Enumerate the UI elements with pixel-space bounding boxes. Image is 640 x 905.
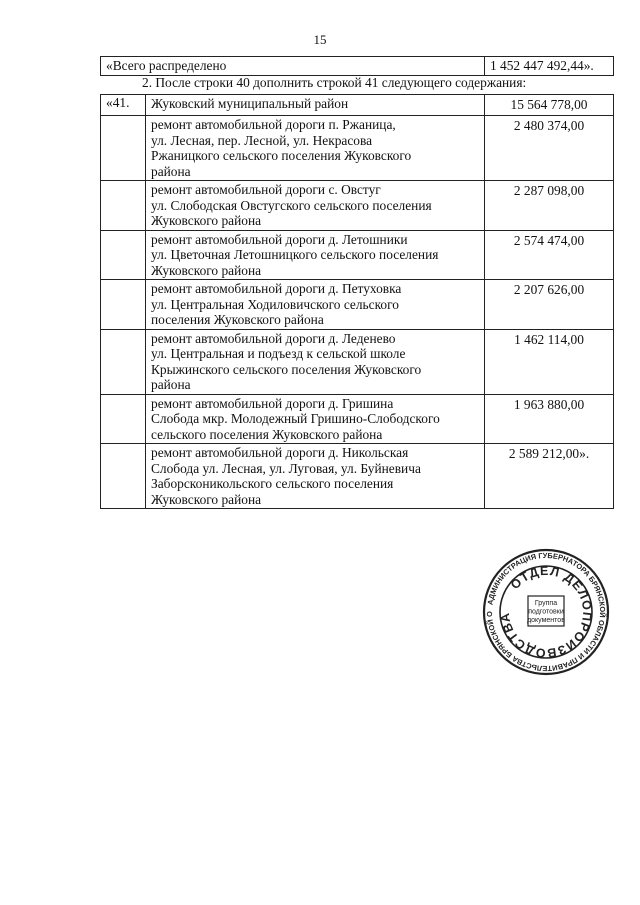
road-item-row bbox=[101, 444, 614, 509]
road-item-description bbox=[146, 329, 485, 394]
road-item-description bbox=[146, 444, 485, 509]
road-item-description bbox=[146, 116, 485, 181]
intro-text: 2. После строки 40 дополнить строкой 41 следующего содержания: bbox=[142, 75, 527, 90]
description-line: ул. Слободская Овстугского сельского поселения bbox=[151, 197, 432, 213]
road-repair-table-body bbox=[101, 95, 614, 509]
description-line: ул. Лесная, пер. Лесной, ул. Некрасова bbox=[151, 132, 373, 148]
row-number: «41. bbox=[101, 95, 146, 116]
description-line: Ржаницкого сельского поселения Жуковского bbox=[151, 148, 412, 163]
page-number: 15 bbox=[313, 32, 327, 47]
road-item-amount: 2 480 374,00 bbox=[485, 116, 614, 181]
district-name: Жуковский муниципальный район bbox=[146, 95, 485, 116]
description-line: ремонт автомобильной дороги д. Петуховка bbox=[151, 281, 402, 296]
description-line: Жуковского района bbox=[151, 491, 262, 507]
description-line: ремонт автомобильной дороги д. Никольская bbox=[151, 445, 409, 460]
total-table bbox=[100, 56, 614, 76]
description-line: ул. Центральная и подъезд к сельской школе bbox=[151, 346, 406, 361]
road-item-row bbox=[101, 394, 614, 444]
description-line: Слобода мкр. Молодежный Гришино-Слободского bbox=[151, 411, 440, 426]
road-item-description bbox=[146, 280, 485, 330]
row-number-cell bbox=[101, 230, 146, 280]
description-line: ремонт автомобильной дороги с. Овстуг bbox=[151, 182, 381, 197]
road-item-amount: 2 287 098,00 bbox=[485, 181, 614, 231]
row-number-cell bbox=[101, 116, 146, 181]
road-repair-table bbox=[100, 94, 614, 509]
description-line: ремонт автомобильной дороги п. Ржаница, bbox=[151, 117, 396, 132]
road-item-amount: 2 589 212,00». bbox=[485, 444, 614, 509]
road-item-amount: 1 462 114,00 bbox=[485, 329, 614, 394]
row-number-cell bbox=[101, 444, 146, 509]
description-line: Слобода ул. Лесная, ул. Луговая, ул. Буйневича bbox=[151, 460, 421, 476]
description-line: ул. Цветочная Летошницкого сельского поселения bbox=[151, 247, 439, 262]
office-stamp bbox=[482, 548, 610, 676]
svg-text:Группаподготовкидокументов: Группа подготовки документов bbox=[527, 600, 565, 624]
description-line: Крыжинского сельского поселения Жуковского bbox=[151, 361, 422, 377]
road-item-row bbox=[101, 116, 614, 181]
total-row bbox=[101, 57, 614, 76]
row-number-cell bbox=[101, 394, 146, 444]
road-item-row bbox=[101, 329, 614, 394]
description-line: района bbox=[151, 377, 191, 392]
row-number-cell bbox=[101, 181, 146, 231]
description-line: ул. Центральная Ходиловичского сельского bbox=[151, 296, 399, 312]
description-line: Жуковского района bbox=[151, 262, 262, 278]
total-amount: 1 452 447 492,44». bbox=[485, 57, 614, 76]
road-item-amount: 1 963 880,00 bbox=[485, 394, 614, 444]
total-label: «Всего распределено bbox=[101, 57, 485, 76]
road-item-description bbox=[146, 230, 485, 280]
district-amount: 15 564 778,00 bbox=[485, 95, 614, 116]
road-item-amount: 2 574 474,00 bbox=[485, 230, 614, 280]
description-line: ремонт автомобильной дороги д. Летошники bbox=[151, 231, 408, 247]
description-line: поселения Жуковского района bbox=[151, 312, 324, 327]
svg-text:АДМИНИСТРАЦИЯ ГУБЕРНАТОРА БРЯН: АДМИНИСТРАЦИЯ ГУБЕРНАТОРА БРЯНСКОЙ ОБЛАСТИ И ПРАВИТЕЛЬСТВА БРЯНСКОЙ О bbox=[484, 550, 608, 674]
description-line: ремонт автомобильной дороги д. Гришина bbox=[151, 395, 394, 411]
svg-text:ОТДЕЛ ДЕЛОПРОИЗВОДСТВА: ОТДЕЛ ДЕЛОПРОИЗВОДСТВА bbox=[497, 563, 595, 661]
description-line: сельского поселения Жуковского района bbox=[151, 426, 383, 442]
road-item-row bbox=[101, 230, 614, 280]
stamp-seal-icon bbox=[482, 548, 610, 676]
row-number-cell bbox=[101, 329, 146, 394]
road-item-description bbox=[146, 394, 485, 444]
row-number-cell bbox=[101, 280, 146, 330]
road-item-row bbox=[101, 181, 614, 231]
road-item-description bbox=[146, 181, 485, 231]
description-line: Заборсконикольского сельского поселения bbox=[151, 476, 394, 491]
description-line: Жуковского района bbox=[151, 213, 262, 228]
district-row bbox=[101, 95, 614, 116]
description-line: ремонт автомобильной дороги д. Леденево bbox=[151, 330, 396, 346]
road-item-amount: 2 207 626,00 bbox=[485, 280, 614, 330]
road-item-row bbox=[101, 280, 614, 330]
description-line: района bbox=[151, 163, 191, 179]
